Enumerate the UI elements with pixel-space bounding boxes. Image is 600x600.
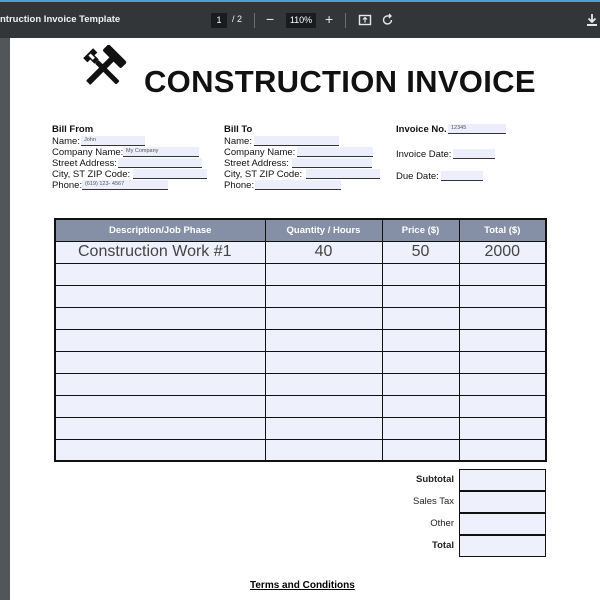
bill-to-name-field[interactable] bbox=[254, 136, 339, 146]
bill-from-heading: Bill From bbox=[52, 124, 94, 135]
page-number-input[interactable]: 1 bbox=[211, 13, 227, 28]
name-label: Name: bbox=[52, 136, 80, 147]
price-cell[interactable] bbox=[382, 307, 459, 329]
sales-tax-field[interactable] bbox=[459, 491, 546, 513]
table-row bbox=[55, 263, 546, 285]
street-label: Street Address: bbox=[52, 158, 117, 169]
invoice-title: CONSTRUCTION INVOICE bbox=[144, 64, 536, 99]
column-header-description: Description/Job Phase bbox=[55, 219, 265, 241]
price-cell[interactable] bbox=[382, 329, 459, 351]
bill-from-block bbox=[52, 124, 212, 191]
table-row bbox=[55, 395, 546, 417]
download-icon[interactable] bbox=[586, 13, 598, 27]
bill-to-block bbox=[224, 124, 394, 191]
table-row bbox=[55, 241, 546, 263]
street-label: Street Address: bbox=[224, 158, 289, 169]
bill-from-street-field[interactable] bbox=[118, 158, 202, 168]
total-cell[interactable] bbox=[459, 395, 546, 417]
table-row bbox=[55, 439, 546, 461]
price-cell[interactable] bbox=[382, 285, 459, 307]
quantity-cell[interactable] bbox=[265, 307, 382, 329]
toolbar-divider bbox=[254, 13, 255, 28]
quantity-cell[interactable] bbox=[265, 439, 382, 461]
total-cell[interactable]: 2000 bbox=[459, 241, 546, 263]
invoice-no-field[interactable]: 12345 bbox=[448, 124, 506, 134]
table-header-row bbox=[55, 219, 546, 241]
total-cell[interactable] bbox=[459, 329, 546, 351]
zoom-in-button[interactable]: + bbox=[325, 11, 334, 27]
invoice-meta-block bbox=[396, 124, 526, 182]
phone-label: Phone: bbox=[52, 180, 83, 191]
due-date-field[interactable] bbox=[441, 171, 483, 181]
city-label: City, ST ZIP Code: bbox=[224, 169, 303, 180]
page-count: 2 bbox=[237, 14, 243, 24]
table-row bbox=[55, 417, 546, 439]
fit-page-icon[interactable] bbox=[358, 13, 372, 27]
total-cell[interactable] bbox=[459, 351, 546, 373]
total-cell[interactable] bbox=[459, 307, 546, 329]
quantity-cell[interactable]: 40 bbox=[265, 241, 382, 263]
total-cell[interactable] bbox=[459, 373, 546, 395]
price-cell[interactable] bbox=[382, 351, 459, 373]
column-header-quantity: Quantity / Hours bbox=[265, 219, 382, 241]
total-label: Total bbox=[432, 540, 454, 551]
phone-label: Phone: bbox=[224, 180, 255, 191]
invoice-date-label: Invoice Date: bbox=[396, 149, 452, 160]
description-cell[interactable] bbox=[55, 395, 265, 417]
total-cell[interactable] bbox=[459, 417, 546, 439]
quantity-cell[interactable] bbox=[265, 373, 382, 395]
bill-to-street-field[interactable] bbox=[292, 158, 372, 168]
price-cell[interactable] bbox=[382, 263, 459, 285]
table-row bbox=[55, 285, 546, 307]
pdf-toolbar bbox=[0, 0, 600, 38]
page-separator: / bbox=[232, 14, 235, 24]
quantity-cell[interactable] bbox=[265, 417, 382, 439]
invoice-no-label: Invoice No. bbox=[396, 124, 447, 135]
column-header-total: Total ($) bbox=[459, 219, 546, 241]
description-cell[interactable] bbox=[55, 307, 265, 329]
sales-tax-label: Sales Tax bbox=[412, 496, 454, 507]
other-field[interactable] bbox=[459, 513, 546, 535]
quantity-cell[interactable] bbox=[265, 285, 382, 307]
description-cell[interactable] bbox=[55, 285, 265, 307]
rotate-icon[interactable] bbox=[381, 13, 395, 27]
quantity-cell[interactable] bbox=[265, 263, 382, 285]
description-cell[interactable] bbox=[55, 351, 265, 373]
description-cell[interactable] bbox=[55, 373, 265, 395]
bill-from-phone-field[interactable]: (619) 123- 4567 bbox=[82, 180, 168, 190]
city-label: City, ST ZIP Code: bbox=[52, 169, 131, 180]
company-label: Company Name: bbox=[52, 147, 124, 158]
total-cell[interactable] bbox=[459, 263, 546, 285]
description-cell[interactable] bbox=[55, 417, 265, 439]
zoom-out-button[interactable]: − bbox=[266, 11, 275, 27]
price-cell[interactable] bbox=[382, 373, 459, 395]
bill-to-heading: Bill To bbox=[224, 124, 253, 135]
description-cell[interactable] bbox=[55, 263, 265, 285]
other-label: Other bbox=[430, 518, 454, 529]
price-cell[interactable] bbox=[382, 417, 459, 439]
bill-to-city-field[interactable] bbox=[306, 169, 380, 179]
zoom-level-input[interactable]: 110% bbox=[286, 13, 316, 28]
table-row bbox=[55, 351, 546, 373]
description-cell[interactable]: Construction Work #1 bbox=[55, 241, 265, 263]
line-items-table bbox=[54, 218, 547, 462]
subtotal-field[interactable] bbox=[459, 469, 546, 491]
price-cell[interactable] bbox=[382, 395, 459, 417]
tools-logo-icon bbox=[78, 45, 128, 91]
column-header-price: Price ($) bbox=[382, 219, 459, 241]
due-date-label: Due Date: bbox=[396, 171, 439, 182]
quantity-cell[interactable] bbox=[265, 395, 382, 417]
toolbar-divider bbox=[345, 13, 346, 28]
quantity-cell[interactable] bbox=[265, 329, 382, 351]
total-cell[interactable] bbox=[459, 285, 546, 307]
description-cell[interactable] bbox=[55, 439, 265, 461]
name-label: Name: bbox=[224, 136, 252, 147]
description-cell[interactable] bbox=[55, 329, 265, 351]
total-cell[interactable] bbox=[459, 439, 546, 461]
terms-heading: Terms and Conditions bbox=[250, 580, 355, 591]
table-row bbox=[55, 307, 546, 329]
price-cell[interactable] bbox=[382, 439, 459, 461]
bill-from-city-field[interactable] bbox=[133, 169, 207, 179]
bill-from-name-field[interactable]: John bbox=[81, 136, 145, 146]
document-title: ntruction Invoice Template bbox=[0, 14, 121, 25]
price-cell[interactable]: 50 bbox=[382, 241, 459, 263]
company-label: Company Name: bbox=[224, 147, 296, 158]
document-page bbox=[10, 38, 600, 600]
quantity-cell[interactable] bbox=[265, 351, 382, 373]
bill-to-company-field[interactable] bbox=[297, 147, 373, 157]
total-field[interactable] bbox=[459, 535, 546, 557]
bill-from-company-field[interactable]: My Company bbox=[123, 147, 199, 157]
invoice-date-field[interactable] bbox=[453, 149, 495, 159]
subtotal-label: Subtotal bbox=[416, 474, 454, 485]
table-row bbox=[55, 373, 546, 395]
bill-to-phone-field[interactable] bbox=[255, 180, 341, 190]
table-row bbox=[55, 329, 546, 351]
